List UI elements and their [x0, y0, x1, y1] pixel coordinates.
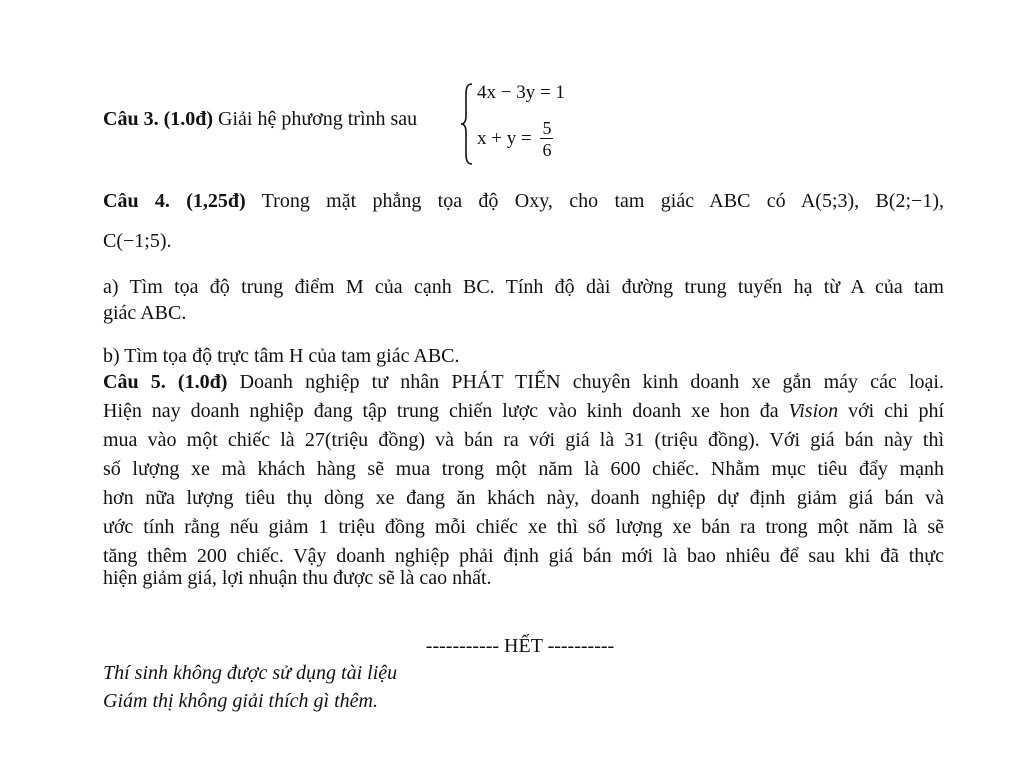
- brand-name-vision: Vision: [788, 400, 839, 422]
- question-4-label: Câu 4. (1,25đ): [103, 190, 246, 212]
- equation-2-lhs: x + y =: [477, 127, 532, 149]
- fraction-numerator: 5: [542, 118, 552, 138]
- fraction: [540, 118, 553, 161]
- question-4-line-2: C(−1;5).: [103, 230, 172, 252]
- equation-system: [459, 82, 599, 166]
- question-5-line-2-b: với chi phí: [848, 400, 945, 422]
- question-5-line-2-a: Hiện nay doanh nghiệp đang tập trung chiến lược vào kinh doanh xe hon đa: [103, 400, 779, 422]
- footer-note-1: Thí sinh không được sử dụng tài liệu: [103, 662, 398, 684]
- equation-2: [477, 118, 553, 161]
- question-3-label: Câu 3. (1.0đ): [103, 108, 214, 130]
- question-5-line-7: tăng thêm 200 chiếc. Vậy doanh nghiệp phải định giá bán mới là bao nhiêu để sau khi đã thực: [103, 545, 944, 567]
- question-5-line-4: số lượng xe mà khách hàng sẽ mua trong một năm là 600 chiếc. Nhằm mục tiêu đẩy mạnh: [103, 458, 944, 480]
- question-4-line-1: [103, 188, 944, 214]
- footer-note-2: Giám thị không giải thích gì thêm.: [103, 690, 378, 712]
- equation-1: 4x − 3y = 1: [477, 82, 565, 103]
- fraction-denominator: 6: [542, 140, 552, 160]
- question-3-text: Giải hệ phương trình sau: [218, 108, 418, 130]
- question-5-line-6: ước tính rằng nếu giảm 1 triệu đồng mỗi chiếc xe thì số lượng xe bán ra trong một năm là sẽ: [103, 516, 944, 538]
- question-5-label: Câu 5. (1.0đ): [103, 371, 228, 393]
- question-5-line-1: [103, 369, 944, 395]
- question-4-text: Trong mặt phẳng tọa độ Oxy, cho tam giác ABC có A(5;3), B(2;−1),: [261, 190, 944, 212]
- question-4b: b) Tìm tọa độ trực tâm H của tam giác ABC.: [103, 345, 460, 367]
- question-3-lead: [103, 108, 417, 131]
- question-3: [103, 82, 803, 170]
- question-5-line-8: hiện giảm giá, lợi nhuận thu được sẽ là cao nhất.: [103, 567, 492, 589]
- question-5-line-3: mua vào một chiếc là 27(triệu đồng) và bán ra với giá là 31 (triệu đồng). Với giá bán này thì: [103, 429, 944, 451]
- left-brace-icon: [459, 82, 475, 166]
- question-4a-line-1: a) Tìm tọa độ trung điểm M của cạnh BC. Tính độ dài đường trung tuyến hạ từ A của tam: [103, 276, 944, 298]
- question-5-text: Doanh nghiệp tư nhân PHÁT TIẾN chuyên kinh doanh xe gắn máy các loại.: [239, 371, 944, 393]
- question-5-line-5: hơn nữa lượng tiêu thụ dòng xe đang ăn khách này, doanh nghiệp dự định giảm giá bán và: [103, 487, 944, 509]
- end-mark: ----------- HẾT ----------: [425, 635, 615, 657]
- question-4a-line-2: giác ABC.: [103, 302, 187, 324]
- question-5-line-2: [103, 398, 944, 424]
